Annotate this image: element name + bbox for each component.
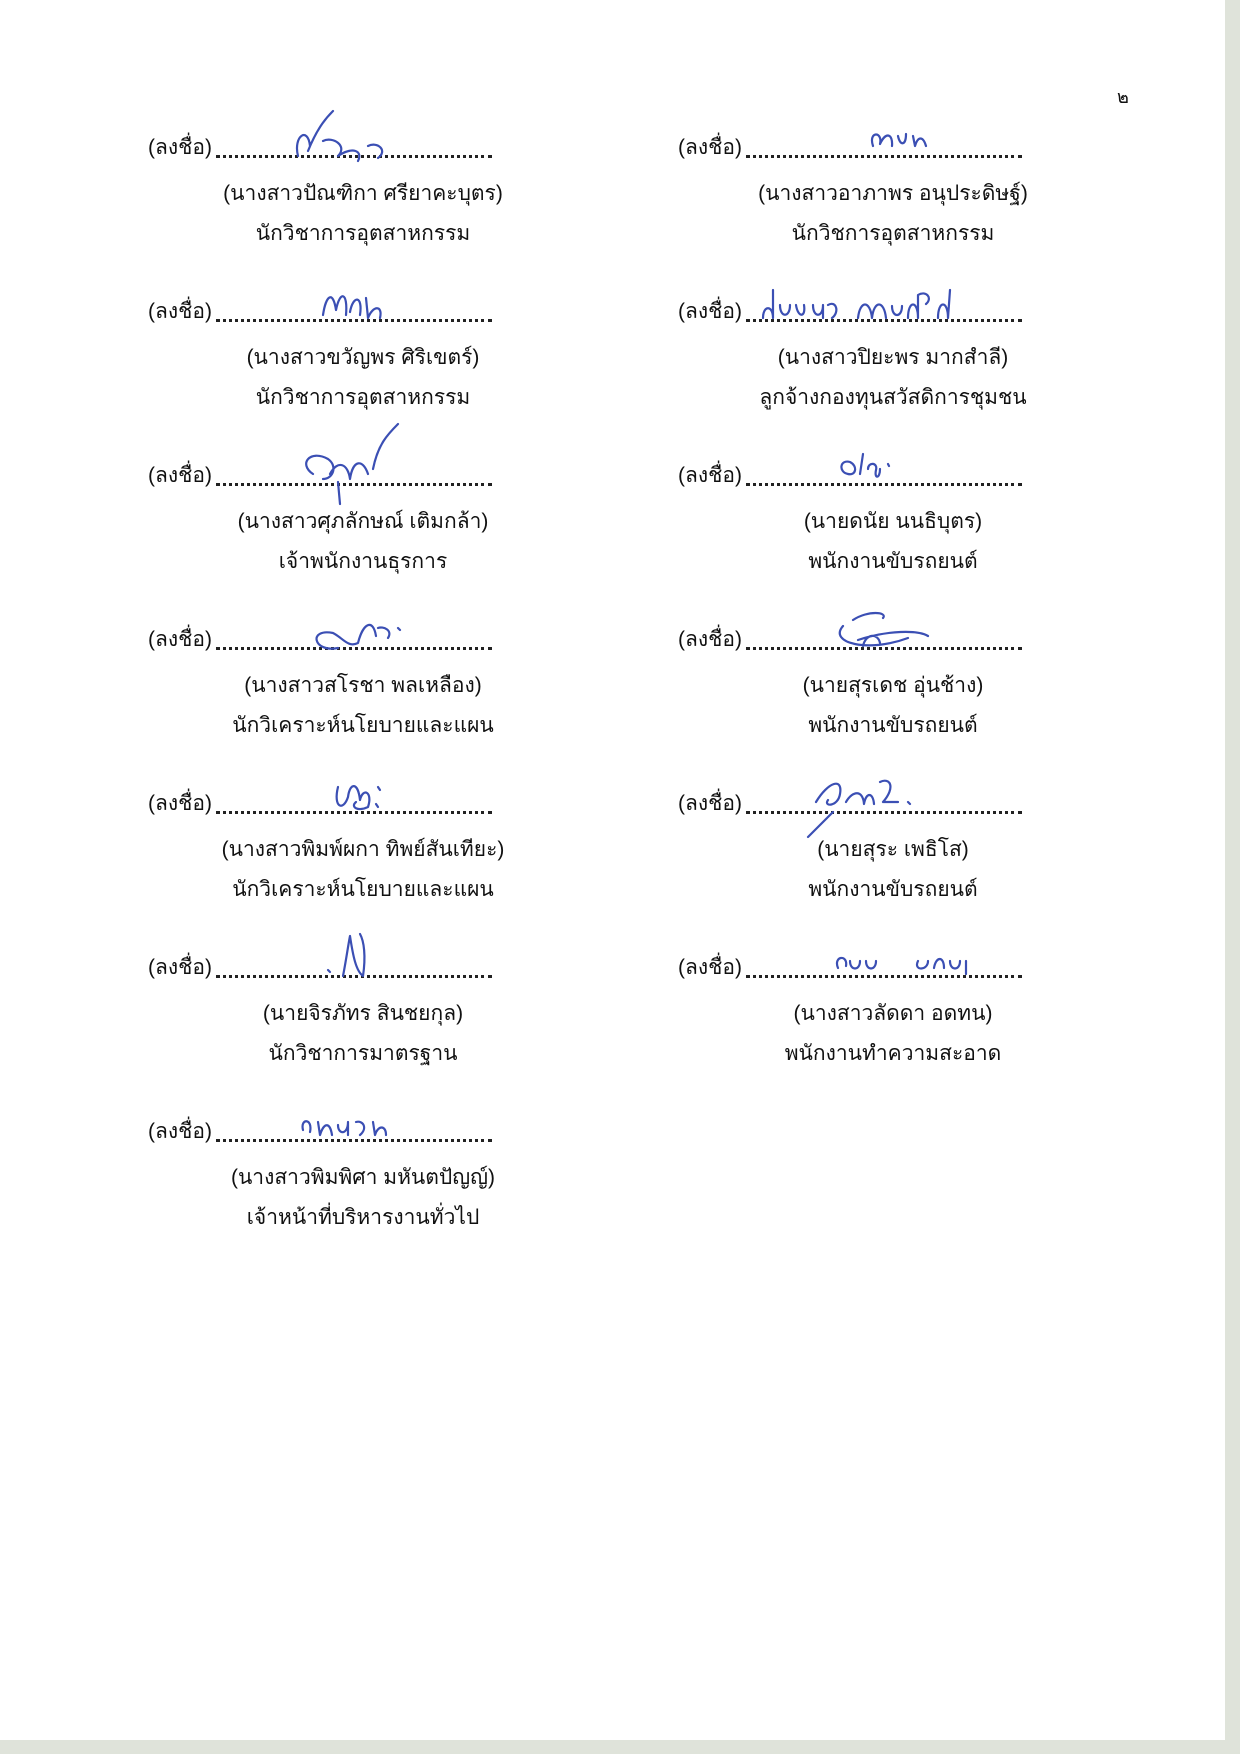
- signature-row: [148, 294, 688, 328]
- signer-block: [678, 786, 1218, 910]
- signer-title: พนักงานทำความสะอาด: [784, 1042, 1002, 1065]
- sign-prefix: (ลงชื่อ): [148, 300, 212, 323]
- handwritten-signature: [768, 762, 988, 826]
- handwritten-signature: [238, 106, 458, 170]
- signer-title: ลูกจ้างกองทุนสวัสดิการชุมชน: [759, 386, 1027, 409]
- signer-title: พนักงานขับรถยนต์: [808, 550, 978, 573]
- signer-title: นักวิชาการอุตสาหกรรม: [255, 386, 471, 409]
- signer-title: นักวิชาการอุตสาหกรรม: [255, 222, 471, 245]
- signer-name: (นางสาวอาภาพร อนุประดิษฐ์): [758, 182, 1028, 205]
- signer-name: (นางสาวปิยะพร มากสำลี): [777, 346, 1009, 369]
- signature-row: [148, 786, 688, 820]
- handwritten-signature: [238, 926, 458, 990]
- signature-row: [678, 950, 1218, 984]
- sign-prefix: (ลงชื่อ): [678, 956, 742, 979]
- signer-name: (นายสุรเดช อุ่นช้าง): [802, 674, 984, 697]
- sign-prefix: (ลงชื่อ): [678, 136, 742, 159]
- signer-block: [678, 130, 1218, 254]
- signer-name: (นางสาวศุภลักษณ์ เติมกล้า): [237, 510, 489, 533]
- sign-prefix: (ลงชื่อ): [148, 956, 212, 979]
- signer-title: เจ้าหน้าที่บริหารงานทั่วไป: [246, 1206, 480, 1229]
- signer-name: (นายจิรภัทร สินชยกุล): [262, 1002, 464, 1025]
- signer-title: พนักงานขับรถยนต์: [808, 714, 978, 737]
- signer-title: พนักงานขับรถยนต์: [808, 878, 978, 901]
- signer-block: [678, 622, 1218, 746]
- signer-name: (นางสาวสโรชา พลเหลือง): [244, 674, 482, 697]
- signature-row: [148, 622, 688, 656]
- signer-block: [678, 294, 1218, 418]
- handwritten-signature: [768, 926, 988, 990]
- signer-name: (นางสาวลัดดา อดทน): [793, 1002, 993, 1025]
- handwritten-signature: [768, 434, 988, 498]
- signer-block: [678, 458, 1218, 582]
- sign-prefix: (ลงชื่อ): [678, 628, 742, 651]
- signature-row: [678, 130, 1218, 164]
- sign-prefix: (ลงชื่อ): [678, 300, 742, 323]
- signer-block: [148, 294, 688, 418]
- signature-row: [678, 458, 1218, 492]
- signature-row: [148, 458, 688, 492]
- signer-block: [678, 950, 1218, 1074]
- signer-block: [148, 1114, 688, 1238]
- sign-prefix: (ลงชื่อ): [678, 464, 742, 487]
- sign-prefix: (ลงชื่อ): [148, 464, 212, 487]
- signer-name: (นางสาวปัณฑิกา ศรียาคะบุตร): [223, 182, 503, 205]
- signature-row: [148, 130, 688, 164]
- sign-prefix: (ลงชื่อ): [148, 628, 212, 651]
- handwritten-signature: [768, 106, 988, 170]
- signer-title: นักวิเคราะห์นโยบายและแผน: [232, 714, 494, 737]
- sign-prefix: (ลงชื่อ): [678, 792, 742, 815]
- signer-block: [148, 950, 688, 1074]
- handwritten-signature: [238, 1090, 458, 1154]
- signature-row: [678, 294, 1218, 328]
- signer-name: (นางสาวขวัญพร ศิริเขตร์): [246, 346, 480, 369]
- signer-title: นักวิชการอุตสาหกรรม: [791, 222, 995, 245]
- page-number: ๒: [1117, 87, 1129, 107]
- handwritten-signature: [238, 598, 458, 662]
- signer-name: (นายดนัย นนธิบุตร): [803, 510, 983, 533]
- signer-title: นักวิเคราะห์นโยบายและแผน: [232, 878, 494, 901]
- signer-block: [148, 130, 688, 254]
- signer-name: (นางสาวพิมพ์ผกา ทิพย์สันเทียะ): [221, 838, 505, 861]
- signature-row: [148, 1114, 688, 1148]
- signer-name: (นายสุระ เพธิโส): [817, 838, 969, 861]
- handwritten-signature: [238, 270, 458, 334]
- signature-row: [148, 950, 688, 984]
- signer-block: [148, 786, 688, 910]
- handwritten-signature: [768, 270, 988, 334]
- handwritten-signature: [768, 598, 988, 662]
- signature-row: [678, 622, 1218, 656]
- signature-row: [678, 786, 1218, 820]
- signer-title: นักวิชาการมาตรฐาน: [268, 1042, 458, 1065]
- signer-block: [148, 458, 688, 582]
- handwritten-signature: [238, 762, 458, 826]
- signer-name: (นางสาวพิมพิศา มหันตปัญญ์): [230, 1166, 496, 1189]
- handwritten-signature: [238, 434, 458, 498]
- sign-prefix: (ลงชื่อ): [148, 792, 212, 815]
- sign-prefix: (ลงชื่อ): [148, 136, 212, 159]
- signer-title: เจ้าพนักงานธุรการ: [278, 550, 448, 573]
- signer-block: [148, 622, 688, 746]
- sign-prefix: (ลงชื่อ): [148, 1120, 212, 1143]
